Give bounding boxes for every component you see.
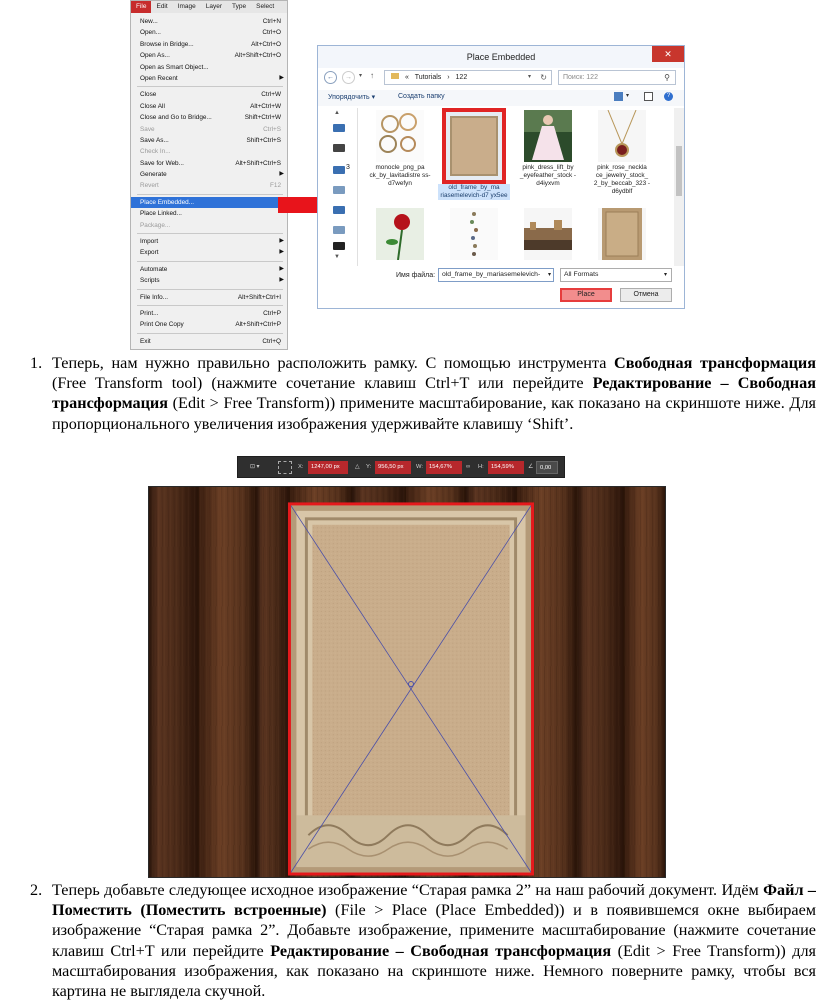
thumb-image [524,208,572,260]
menu-item-label: File Info... [140,293,169,301]
close-icon[interactable]: ✕ [652,46,684,62]
menu-item-package[interactable] [131,220,287,231]
help-icon[interactable]: ? [664,92,673,101]
file-thumb-monocle[interactable] [364,110,436,188]
folder-icon[interactable] [333,186,345,194]
text-run: (File > Place (Place Embedded)) и в появившемся окне выбираем изображение “Старая рамка 2”. Добавьте изображение, примените масштабирование (нажмите сочетание клавиш Ctrl+T или перейдите [52,901,816,960]
menu-item-label: Close and Go to Bridge... [140,114,212,122]
menu-item-browse-in-bridge[interactable] [131,39,287,50]
menu-item-open[interactable] [131,27,287,38]
menu-item-label: Import [140,238,159,246]
submenu-arrow-icon: ▶ [279,265,284,272]
file-thumb-rose[interactable] [364,208,436,260]
menu-item-exit[interactable] [131,336,287,347]
menu-item-check-in[interactable] [131,146,287,157]
bold-term: Файл – Поместить (Поместить встроенные) [52,881,816,920]
folder-icon[interactable] [333,206,345,214]
thumb-image [524,110,572,162]
menubar-layer[interactable]: Layer [205,3,223,10]
menu-item-print-one-copy[interactable] [131,319,287,330]
menu-item-label: Automate [140,265,168,273]
file-thumb-paper[interactable] [586,208,658,260]
refresh-icon[interactable]: ↻ [540,73,547,82]
menu-item-close-all[interactable] [131,101,287,112]
back-icon[interactable]: ← [324,71,337,84]
address-122[interactable]: 122 [455,74,468,81]
menu-item-shortcut: Shift+Ctrl+S [246,136,281,144]
menu-item-label: Place Embedded... [140,198,194,206]
menu-item-label: New... [140,18,158,25]
menu-item-label: Print... [140,309,159,317]
transform-options-bar [237,456,565,478]
organize-button[interactable]: Упорядочить ▾ [328,94,376,101]
address-sep: › [447,74,450,81]
chevron-down-icon[interactable]: ▾ [359,73,363,79]
nav-label: 3 [346,164,350,171]
menu-item-label: Package... [140,221,171,229]
reference-point-icon[interactable] [278,461,292,474]
step-text [52,353,816,434]
up-icon[interactable]: ↑ [370,71,374,80]
menu-item-new[interactable] [131,16,287,27]
submenu-arrow-icon: ▶ [279,249,284,256]
height-label: H: [478,464,484,470]
menu-item-revert[interactable] [131,180,287,191]
menu-item-automate[interactable] [131,264,287,275]
text-run: (Free Transform tool) (нажмите сочетание клавиш Ctrl+T или перейдите [52,374,593,393]
menu-item-export[interactable] [131,247,287,258]
menu-item-place-embedded[interactable] [131,197,287,208]
thumb-image [376,110,424,162]
menu-item-open-as-smart-object[interactable] [131,62,287,73]
forward-icon[interactable]: → [342,71,355,84]
text-run: (Edit > Free Transform)) примените масштабирование, как показано на скриншоте ниже. Для пропорционального увеличения изображения удерживайте клавишу ‘Shift’. [52,394,816,433]
drive-icon[interactable] [333,124,345,132]
submenu-arrow-icon: ▶ [279,171,284,178]
menu-item-shortcut: Alt+Shift+Ctrl+I [237,293,281,301]
file-thumb-dress[interactable] [512,110,584,188]
menu-item-import[interactable] [131,236,287,247]
scrollbar-thumb[interactable] [676,146,682,196]
drive-icon[interactable] [333,144,345,152]
cancel-button[interactable]: Отмена [620,288,672,302]
menu-item-shortcut: Alt+Ctrl+W [250,102,281,110]
text-run: Теперь, нам нужно правильно расположить рамку. С помощью инструмента [52,354,615,372]
menu-item-label: Close All [140,102,165,110]
menubar-image[interactable]: Image [177,3,196,10]
text-run: (Edit > Free Transform)) для масштабирования изображения, как показано на скриншоте ниже. Немного поверните рамку, чтобы вся картина не выглядела скучной. [52,941,816,1001]
chevron-down-icon[interactable]: ▾ [547,272,551,278]
navigation-pane [318,108,358,266]
menu-item-save-as[interactable] [131,135,287,146]
chevron-down-icon: ▾ [663,272,667,278]
menu-item-shortcut: Ctrl+W [261,91,281,99]
filename-value: old_frame_by_mariasemelevich- [442,271,541,278]
text-run: Теперь добавьте следующее исходное изображение “Старая рамка 2” на наш рабочий документ. Идём [52,881,764,899]
dialog-nav-bar [318,68,684,88]
bold-term: Редактирование – Свободная трансформация [270,941,612,960]
menu-item-label: Open... [140,29,161,37]
file-thumb-old-frame[interactable] [438,110,510,200]
dialog-toolbar [318,90,684,106]
menu-item-label: Place Linked... [140,210,182,218]
menu-item-label: Generate [140,171,167,179]
menubar-edit[interactable]: Edit [156,3,168,10]
menu-item-place-linked[interactable] [131,208,287,219]
computer-icon[interactable] [333,166,345,174]
menu-item-close[interactable] [131,89,287,100]
menu-item-save-for-web[interactable] [131,158,287,169]
step-number: 2. [30,881,43,899]
menu-item-close-and-go-to-bridge[interactable] [131,112,287,123]
submenu-arrow-icon: ▶ [279,74,284,81]
search-placeholder: Поиск: 122 [563,74,598,81]
thumb-image-selected [444,110,504,182]
file-type-select[interactable] [560,268,672,282]
file-menu-items [131,16,287,347]
transform-tool-icon[interactable]: ⊡ ▾ [250,464,260,470]
delta-icon[interactable]: △ [355,464,360,470]
thumb-image [598,208,646,260]
new-folder-button[interactable]: Создать папку [398,93,445,100]
file-type-value: All Formats [564,271,599,278]
search-icon: ⚲ [664,73,670,82]
instruction-step-1 [30,353,816,434]
menu-item-label: Save for Web... [140,159,184,167]
menu-item-shortcut: Shift+Ctrl+W [244,114,281,122]
menubar-type[interactable]: Type [232,3,247,10]
menubar-select[interactable]: Select [256,3,275,10]
menu-item-label: Scripts [140,277,160,285]
chevron-up-icon[interactable]: ▲ [334,110,340,116]
menu-item-shortcut: Ctrl+O [262,29,281,37]
menu-item-shortcut: Alt+Shift+Ctrl+P [235,321,281,329]
menu-item-label: Close [140,91,157,99]
menu-item-print[interactable] [131,308,287,319]
file-thumb-city[interactable] [512,208,584,260]
menu-item-shortcut: Alt+Shift+Ctrl+O [234,52,281,60]
chevron-down-icon[interactable]: ▾ [527,74,531,80]
filename-label: Имя файла: [396,272,436,279]
filename-field[interactable] [438,268,554,282]
preview-pane-icon[interactable] [644,92,653,101]
address-bar[interactable] [384,70,552,85]
menu-item-save[interactable] [131,124,287,135]
photoshop-canvas [148,486,666,878]
menu-item-label: Open as Smart Object... [140,63,209,71]
menu-item-shortcut: Alt+Shift+Ctrl+S [235,159,281,167]
menu-bar [131,1,287,13]
submenu-arrow-icon: ▶ [279,238,284,245]
instruction-step-2 [30,880,816,1001]
menu-item-shortcut: Ctrl+S [263,125,281,133]
y-position-field[interactable]: 956,50 px [375,461,411,474]
vertical-scrollbar[interactable] [674,108,684,266]
menu-item-label: Print One Copy [140,321,184,329]
menu-item-shortcut: Ctrl+Q [262,337,281,345]
menu-item-open-recent[interactable] [131,73,287,84]
angle-field[interactable]: 0,00 [536,461,558,474]
bold-term: Редактирование – Свободная трансформация [52,374,816,413]
menu-item-shortcut: Ctrl+P [263,309,281,317]
view-icon[interactable] [614,92,623,101]
place-embedded-dialog [317,45,685,309]
menu-item-label: Browse in Bridge... [140,40,194,48]
x-label: X: [298,464,304,470]
menu-item-file-info[interactable] [131,292,287,303]
menu-item-shortcut: Ctrl+N [262,18,281,25]
menu-item-label: Revert [140,182,159,190]
menu-item-scripts[interactable] [131,275,287,286]
menu-item-shortcut: Alt+Ctrl+O [251,40,281,48]
submenu-arrow-icon: ▶ [279,277,284,284]
x-position-field[interactable]: 1247,00 px [308,461,348,474]
thumb-image [450,208,498,260]
bold-term: Свободная трансформация [614,354,816,372]
thumb-image [598,110,646,162]
menu-item-label: Export [140,249,159,257]
menu-item-label: Save As... [140,136,169,144]
place-button[interactable]: Place [560,288,612,302]
menu-item-label: Exit [140,337,151,345]
music-icon[interactable] [333,242,345,250]
folder-icon [391,73,399,79]
menubar-file[interactable]: File [131,1,151,13]
thumb-image [376,208,424,260]
file-grid [362,108,672,266]
link-icon[interactable]: ∞ [466,464,471,470]
menu-item-label: Save [140,125,155,133]
width-field[interactable]: 154,67% [426,461,462,474]
menu-item-generate[interactable] [131,169,287,180]
folder-icon[interactable] [333,226,345,234]
chevron-down-icon[interactable]: ▼ [334,254,340,260]
file-thumb-beads[interactable] [438,208,510,260]
chevron-down-icon[interactable]: ▾ [626,93,630,99]
width-label: W: [416,464,423,470]
address-tutorials[interactable]: Tutorials [414,74,442,81]
search-input[interactable] [558,70,676,85]
file-caption: pink_dress_lift_by _eyefeather_stock -d4iyxvm [519,164,577,187]
menu-item-label: Open Recent [140,74,178,82]
step-text [52,880,816,1001]
file-caption: pink_rose_neckla ce_jewelry_stock_ 2_by_beccab_323 -d6ydblf [593,164,651,195]
menu-item-shortcut: F12 [269,182,281,190]
menu-item-label: Check In... [140,148,171,156]
angle-icon: ∠ [528,464,534,470]
menu-item-label: Open As... [140,52,170,60]
address-prefix: « [404,74,409,81]
menu-item-open-as[interactable] [131,50,287,61]
file-menu-screenshot [130,0,288,350]
y-label: Y: [366,464,372,470]
step-number: 1. [30,354,43,372]
file-caption: old_frame_by_ma riasemelevich-d7 yx5ee [438,184,510,200]
height-field[interactable]: 154,59% [488,461,524,474]
dialog-title: Place Embedded [318,46,684,68]
file-thumb-necklace[interactable] [586,110,658,196]
file-caption: monocle_png_pa ck_by_lavitadistre ss-d7wefyn [369,164,431,187]
